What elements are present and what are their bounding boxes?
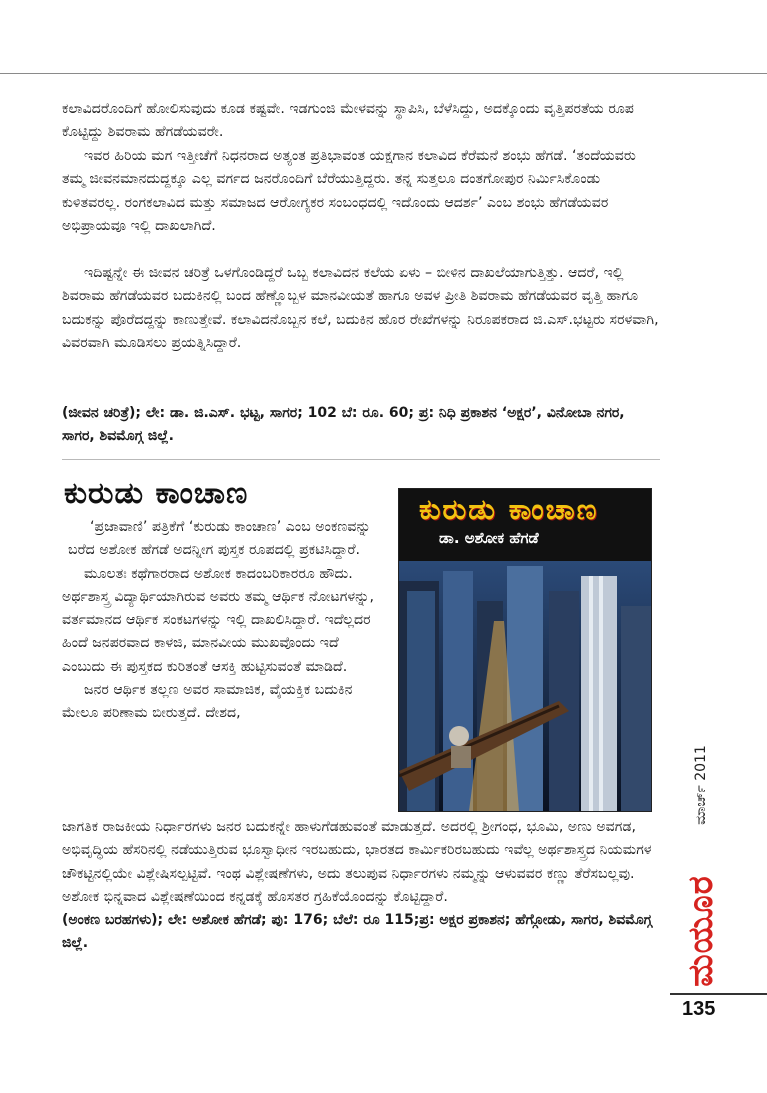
cover-title: ಕುರುಡು ಕಾಂಚಾಣ [419,493,599,526]
page-number-rule [670,993,767,995]
magazine-logo-text: ಮಯೂರ [681,875,721,987]
article1-paragraph-1: ಕಲಾವಿದರೊಂದಿಗೆ ಹೋಲಿಸುವುದು ಕೂಡ ಕಷ್ಟವೇ. ಇಡಗುಂಜಿ ಮೇಳವನ್ನು ಸ್ಥಾಪಿಸಿ, ಬೆಳೆಸಿದ್ದು, ಅದಕ್ಕೊಂದು ವೃತ್ತಿಪರತೆಯ ರೂಪ ಕೊಟ್ಟಿದ್ದು ಶಿವರಾಮ ಹೆಗಡೆಯವರೇ. [62,101,634,141]
article2-full-paragraph: ಜಾಗತಿಕ ರಾಜಕೀಯ ನಿರ್ಧಾರಗಳು ಜನರ ಬದುಕನ್ನೇ ಹಾಳುಗೆಡಹುವಂತೆ ಮಾಡುತ್ತದೆ. ಅದರಲ್ಲಿ ಶ್ರೀಗಂಧ, ಭೂಮಿ, ಅಣು ಅವಗಡ, ಅಭಿವೃದ್ಧಿಯ ಹೆಸರಿನಲ್ಲಿ ನಡೆಯುತ್ತಿರುವ ಭೂಸ್ವಾಧೀನ ಇರಬಹುದು, ಭಾರತದ ಕಾರ್ಮಿಕರಿರಬಹುದು ಇವೆಲ್ಲ ಅರ್ಥಶಾಸ್ತ್ರದ ನಿಯಮಗಳ ಚೌಕಟ್ಟಿನಲ್ಲಿಯೇ ವಿಶ್ಲೇಷಿಸಲ್ಪಟ್ಟಿವೆ. ಇಂಥ ವಿಶ್ಲೇಷಣೆಗಳು, ಅದು ತಲುಪುವ ನಿರ್ಧಾರಗಳು ನಮ್ಮನ್ನು ಆಳುವವರ ಕಣ್ಣು ತೆರೆಸಬಲ್ಲವು. ಅಶೋಕ ಭಿನ್ನವಾದ ವಿಶ್ಲೇಷಣೆಯಿಂದ ಕನ್ನಡಕ್ಕೆ ಹೊಸತರ ಗ್ರಹಿಕೆಯೊಂದನ್ನು ಕೊಟ್ಟಿದ್ದಾರೆ. [62,819,652,905]
article2-col-paragraph-2: ಮೂಲತಃ ಕಥೆಗಾರರಾದ ಅಶೋಕ ಕಾದಂಬರಿಕಾರರೂ ಹೌದು. ಅರ್ಥಶಾಸ್ತ್ರ ವಿದ್ಯಾರ್ಥಿಯಾಗಿರುವ ಅವರು ತಮ್ಮ ಆರ್ಥಿಕ ನೋಟಗಳನ್ನು, ವರ್ತಮಾನದ ಆರ್ಥಿಕ ಸಂಕಟಗಳನ್ನು ಇಲ್ಲಿ ದಾಖಲಿಸಿದ್ದಾರೆ. ಇದೆಲ್ಲದರ ಹಿಂದೆ ಜನಪರವಾದ ಕಾಳಜಿ, ಮಾನವೀಯ ಮುಖವೊಂದು ಇದೆ ಎಂಬುದು ಈ ಪುಸ್ತಕದ ಕುರಿತಂತೆ ಆಸಕ್ತಿ ಹುಟ್ಟಿಸುವಂತೆ ಮಾಡಿದೆ. [62,565,374,675]
issue-date [681,730,721,840]
article1-credit: (ಜೀವನ ಚರಿತ್ರೆ); ಲೇ: ಡಾ. ಜಿ.ಎಸ್. ಭಟ್ಟ, ಸಾಗರ; 102 ಬೆ: ರೂ. 60; ಪ್ರ: ನಿಧಿ ಪ್ರಕಾಶನ ‘ಅಕ್ಷರ’, ವಿನೋಬಾ ನಗರ, ಸಾಗರ, ಶಿವಮೊಗ್ಗ ಜಿಲ್ಲೆ. [62,405,625,445]
top-rule [0,73,767,74]
article1-paragraph-2: ಇವರ ಹಿರಿಯ ಮಗ ಇತ್ತೀಚೆಗೆ ನಿಧನರಾದ ಅತ್ಯಂತ ಪ್ರತಿಭಾವಂತ ಯಕ್ಷಗಾನ ಕಲಾವಿದ ಕೆರೆಮನೆ ಶಂಭು ಹೆಗಡೆ. ‘ತಂದೆಯವರು ತಮ್ಮ ಜೀವನಮಾನದುದ್ದಕ್ಕೂ ಎಲ್ಲ ವರ್ಗದ ಜನರೊಂದಿಗೆ ಬೆರೆಯುತ್ತಿದ್ದರು. ತನ್ನ ಸುತ್ತಲೂ ದಂತಗೋಪುರ ನಿರ್ಮಿಸಿಕೊಂಡು ಕುಳಿತವರಲ್ಲ. ರಂಗಕಲಾವಿದ ಮತ್ತು ಸಮಾಜದ ಆರೋಗ್ಯಕರ ಸಂಬಂಧದಲ್ಲಿ ಇದೊಂದು ಆದರ್ಶ’ ಎಂಬ ಶಂಭು ಹೆಗಡೆಯವರ ಅಭಿಪ್ರಾಯವೂ ಇಲ್ಲಿ ದಾಖಲಾಗಿದೆ. [62,148,636,234]
article2-col-paragraph-1: ‘ಪ್ರಜಾವಾಣಿ’ ಪತ್ರಿಕೆಗೆ ‘ಕುರುಡು ಕಾಂಚಾಣ’ ಎಂಬ ಅಂಕಣವನ್ನು ಬರೆದ ಅಶೋಕ ಹೆಗಡೆ ಅದನ್ನೀಗ ಪುಸ್ತಕ ರೂಪದಲ್ಲಿ ಪ್ರಕಟಿಸಿದ್ದಾರೆ. [68,519,371,559]
article2-credit: (ಅಂಕಣ ಬರಹಗಳು); ಲೇ: ಅಶೋಕ ಹೆಗಡೆ; ಪು: 176; ಬೆಲೆ: ರೂ 115;ಪ್ರ: ಅಕ್ಷರ ಪ್ರಕಾಶನ; ಹೆಗ್ಗೋಡು, ಸಾಗರ, ಶಿವಮೊಗ್ಗ ಜಿಲ್ಲೆ. [62,912,653,952]
article1-paragraph-3: ಇದಿಷ್ಟನ್ನೇ ಈ ಜೀವನ ಚರಿತ್ರೆ ಒಳಗೊಂಡಿದ್ದರೆ ಒಬ್ಬ ಕಲಾವಿದನ ಕಲೆಯ ಏಳು – ಬೀಳಿನ ದಾಖಲೆಯಾಗುತ್ತಿತ್ತು. ಆದರೆ, ಇಲ್ಲಿ ಶಿವರಾಮ ಹೆಗಡೆಯವರ ಬದುಕಿನಲ್ಲಿ ಬಂದ ಹೆಣ್ಣೊಬ್ಬಳ ಮಾನವೀಯತೆ ಹಾಗೂ ಅವಳ ಪ್ರೀತಿ ಶಿವರಾಮ ಹೆಗಡೆಯವರ ವೃತ್ತಿ ಹಾಗೂ ಬದುಕನ್ನು ಪೊರೆದದ್ದನ್ನು ಕಾಣುತ್ತೇವೆ. ಕಲಾವಿದನೊಬ್ಬನ ಕಲೆ, ಬದುಕಿನ ಹೊರ ರೇಖೆಗಳನ್ನು ನಿರೂಪಕರಾದ ಜಿ.ಎಸ್.ಭಟ್ಟರು ಸರಳವಾಗಿ, ವಿವರವಾಗಿ ಮೂಡಿಸಲು ಪ್ರಯತ್ನಿಸಿದ್ದಾರೆ. [62,265,659,351]
article2-col-paragraph-3: ಜನರ ಆರ್ಥಿಕ ತಲ್ಲಣ ಅವರ ಸಾಮಾಜಿಕ, ವೈಯಕ್ತಿಕ ಬದುಕಿನ ಮೇಲೂ ಪರಿಣಾಮ ಬೀರುತ್ತದೆ. ದೇಶದ, [62,682,353,722]
book-cover-image [398,488,652,812]
article2-heading: ಕುರುಡು ಕಾಂಚಾಣ [64,476,249,511]
cover-author: ಡಾ. ಅಶೋಕ ಹೆಗಡೆ [439,529,539,547]
city-skyline-illustration [399,561,651,811]
section-divider [62,459,660,460]
article2-full-width-text [62,816,662,956]
magazine-logo [681,875,721,987]
page-number: 135 [682,998,716,1020]
issue-date-text: ಮಾರ್ಚ್ 2011 [693,745,709,825]
article2-column [62,516,386,726]
